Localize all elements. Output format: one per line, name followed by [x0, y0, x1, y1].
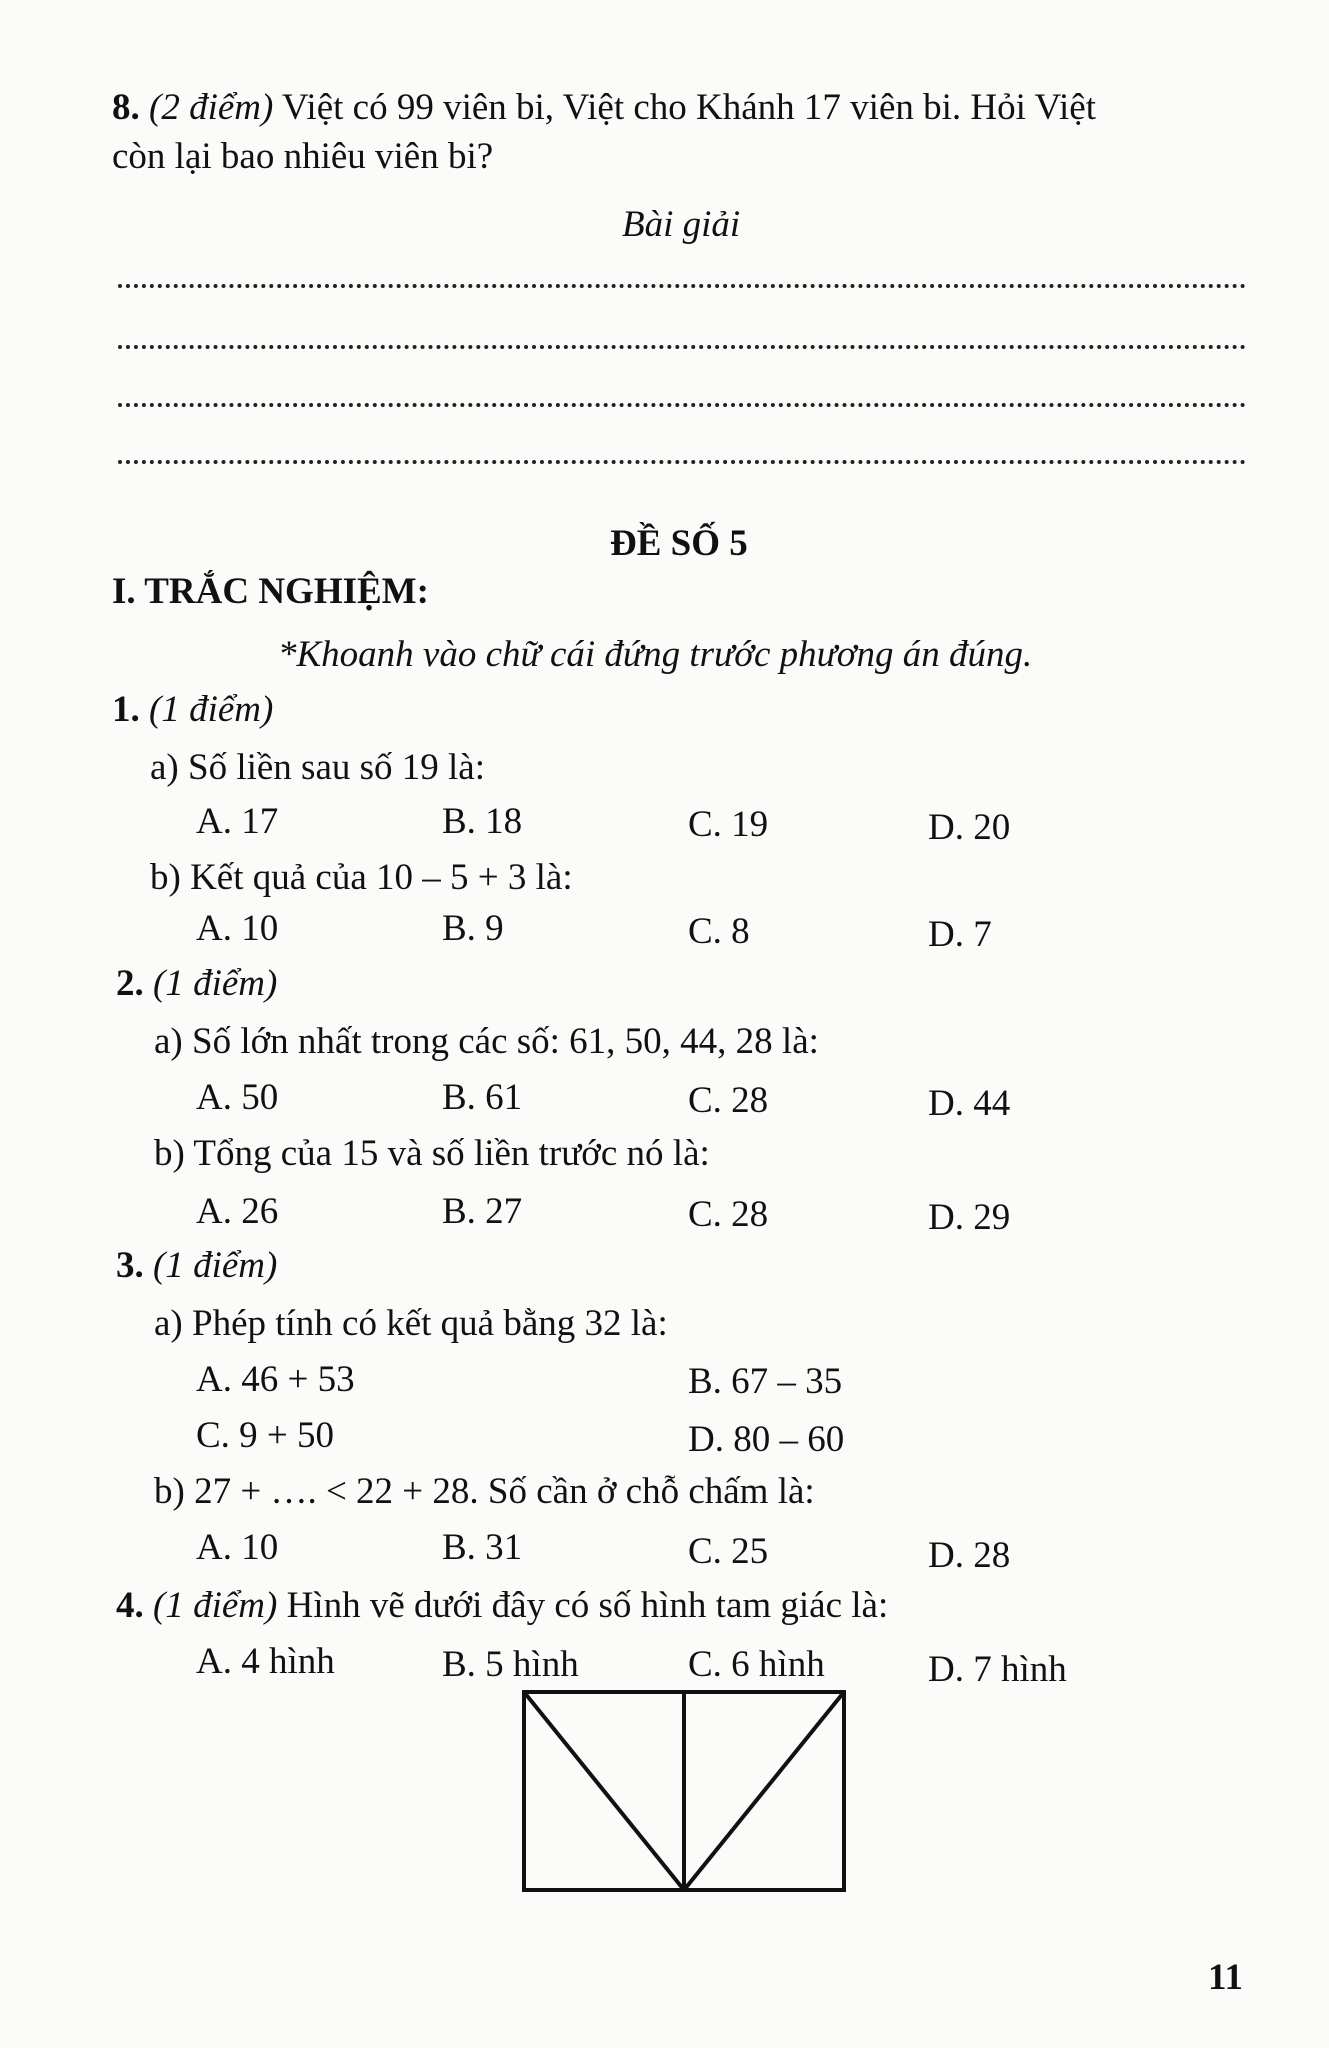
q3-number: 3. [116, 1245, 144, 1286]
q2a-option-a: A. 50 [196, 1077, 279, 1118]
q3b-option-b: B. 31 [442, 1527, 523, 1568]
answer-line-1 [118, 284, 1246, 288]
q1-number: 1. [112, 689, 140, 730]
q8-line1 [112, 86, 1096, 130]
answer-line-4 [118, 460, 1246, 464]
q2b-option-a: A. 26 [196, 1191, 279, 1232]
q2b-text: b) Tổng của 15 và số liền trước nó là: [154, 1133, 710, 1174]
q2a-option-c: C. 28 [688, 1080, 769, 1121]
q2a-option-d: D. 44 [928, 1083, 1011, 1124]
q3b-option-d: D. 28 [928, 1535, 1011, 1576]
q1-points: (1 điểm) [149, 689, 274, 730]
answer-line-2 [118, 345, 1246, 349]
q4-points: (1 điểm) [153, 1585, 278, 1626]
q1-heading [112, 688, 273, 732]
section-heading: I. TRẮC NGHIỆM: [112, 571, 429, 612]
q3b-text: b) 27 + …. < 22 + 28. Số cần ở chỗ chấm là: [154, 1471, 815, 1512]
page-number: 11 [1208, 1957, 1243, 1998]
solution-label: Bài giải [622, 204, 741, 245]
q3a-option-c: C. 9 + 50 [196, 1415, 335, 1456]
q2b-option-d: D. 29 [928, 1197, 1011, 1238]
q1a-option-d: D. 20 [928, 807, 1011, 848]
q1b-option-a: A. 10 [196, 908, 279, 949]
page-title: ĐỀ SỐ 5 [610, 523, 748, 564]
q4-number: 4. [116, 1585, 144, 1626]
q1a-option-c: C. 19 [688, 804, 769, 845]
q1a-option-a: A. 17 [196, 801, 279, 842]
q1b-option-d: D. 7 [928, 914, 992, 955]
figure-left-diagonal [524, 1692, 684, 1890]
triangle-figure [520, 1688, 850, 1896]
q8-number: 8. [112, 87, 140, 128]
q2a-option-b: B. 61 [442, 1077, 523, 1118]
q1a-option-b: B. 18 [442, 801, 523, 842]
q3a-option-d: D. 80 – 60 [688, 1419, 845, 1460]
q1b-option-c: C. 8 [688, 911, 750, 952]
q4-text: Hình vẽ dưới đây có số hình tam giác là: [286, 1585, 889, 1626]
q3a-option-b: B. 67 – 35 [688, 1361, 843, 1402]
q1b-text: b) Kết quả của 10 – 5 + 3 là: [150, 857, 573, 898]
q4-line [116, 1584, 888, 1628]
instruction: *Khoanh vào chữ cái đứng trước phương án đúng. [278, 634, 1033, 675]
q8-text-1: Việt có 99 viên bi, Việt cho Khánh 17 viên bi. Hỏi Việt [281, 87, 1096, 128]
q3b-option-c: C. 25 [688, 1531, 769, 1572]
answer-line-3 [118, 403, 1246, 407]
q3-points: (1 điểm) [153, 1245, 278, 1286]
q2b-option-c: C. 28 [688, 1194, 769, 1235]
q1b-option-b: B. 9 [442, 908, 504, 949]
q2-number: 2. [116, 963, 144, 1004]
q2-heading [116, 962, 277, 1006]
q8-points: (2 điểm) [149, 87, 274, 128]
q4-option-b: B. 5 hình [442, 1644, 579, 1685]
q3-heading [116, 1244, 277, 1288]
q4-option-c: C. 6 hình [688, 1644, 825, 1685]
q4-option-a: A. 4 hình [196, 1641, 335, 1682]
q3b-option-a: A. 10 [196, 1527, 279, 1568]
q3a-text: a) Phép tính có kết quả bằng 32 là: [154, 1303, 668, 1344]
q3a-option-a: A. 46 + 53 [196, 1359, 355, 1400]
q2b-option-b: B. 27 [442, 1191, 523, 1232]
q2-points: (1 điểm) [153, 963, 278, 1004]
figure-right-diagonal [684, 1692, 844, 1890]
q2a-text: a) Số lớn nhất trong các số: 61, 50, 44, 28 là: [154, 1021, 819, 1062]
q4-option-d: D. 7 hình [928, 1649, 1067, 1690]
q8-line2: còn lại bao nhiêu viên bi? [112, 136, 494, 177]
q1a-text: a) Số liền sau số 19 là: [150, 747, 486, 788]
